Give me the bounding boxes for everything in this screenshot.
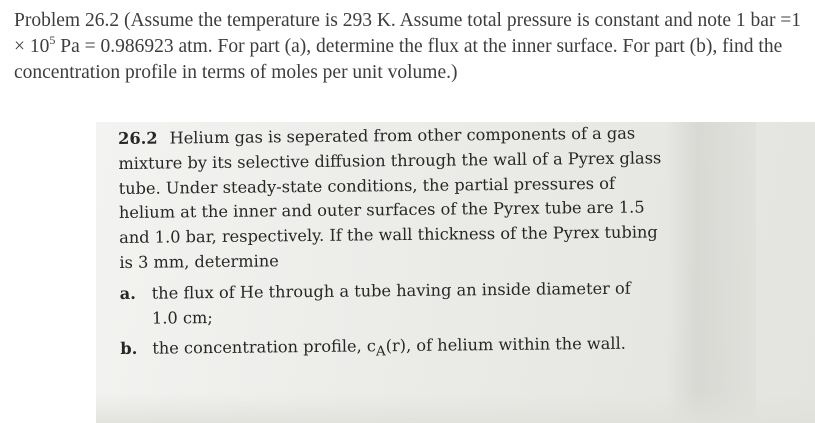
textbook-problem bbox=[118, 121, 665, 367]
part-b-text-end: (r), of helium within the wall. bbox=[385, 334, 626, 356]
exponent: 5 bbox=[49, 33, 56, 47]
instructions-text-end: Pa = 0.986923 atm. For part (a), determine the flux at the inner surface. For part (b), find the concentration profile in terms of moles per unit volume.) bbox=[14, 36, 783, 83]
page-shadow bbox=[666, 122, 756, 423]
part-a-continuation: 1.0 cm; bbox=[151, 307, 213, 328]
part-b-text: the concentration profile, c bbox=[152, 336, 377, 359]
problem-instructions bbox=[14, 8, 804, 86]
problem-statement bbox=[118, 121, 665, 275]
part-a bbox=[120, 276, 665, 331]
page-edge bbox=[96, 393, 815, 423]
part-b-marker: b. bbox=[120, 339, 138, 359]
part-b-subscript: A bbox=[375, 343, 386, 360]
part-a-marker: a. bbox=[119, 283, 136, 303]
problem-body: Helium gas is seperated from other components of a gas mixture by its selective diffusion through the wall of a Pyrex glass tube. Under steady-state conditions, the partial pressures of helium at the inner and outer surfaces of the Pyrex tube are 1.5 and 1.0 bar, respectively. If the wall thickness of the Pyrex tubing is 3 mm, determine bbox=[118, 123, 662, 272]
problem-number: 26.2 bbox=[118, 128, 158, 148]
instructions-text-start: Problem 26.2 (Assume the temperature is 293 K. Assume total pressure is constant and note 1 bar =1 × 10 bbox=[14, 10, 802, 57]
part-a-text: the flux of He through a tube having an inside diameter of bbox=[151, 278, 631, 303]
part-b bbox=[120, 332, 665, 368]
